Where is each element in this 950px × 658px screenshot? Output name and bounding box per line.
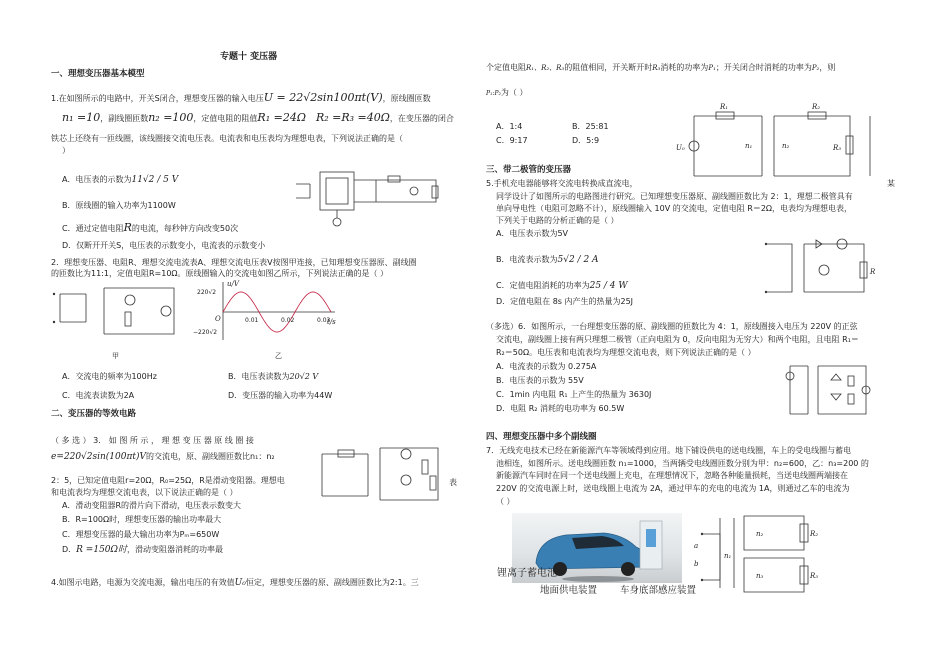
q6-circuit-diagram (786, 360, 876, 420)
q7-line5: （ ） (496, 497, 515, 506)
q2-option-d: D．变压器的输入功率为44W (228, 391, 333, 400)
q1-n2: n₂ =100 (148, 111, 194, 124)
q4-p1: P₁ (708, 64, 716, 72)
q3-line3b: 表 (449, 478, 457, 487)
q3-line3: 2：5，已知定值电阻r=20Ω，R₀=25Ω，R是滑动变阻器。理想电 (51, 476, 285, 485)
q2-graph-y-bottom: −220√2 (193, 329, 218, 336)
q7-fig-r3: R₃ (810, 572, 819, 580)
q1-option-c-text-b: 的电流，每秒钟方向改变50次 (131, 224, 239, 233)
q1-option-b: B．原线圈的输入功率为1100W (62, 201, 176, 210)
q4-text-b: 恒定，理想变压器的原、副线圈匝数比为2:1。三 (245, 578, 419, 587)
q7-fig-b: b (694, 560, 699, 568)
q4-ratio: P₁:P₂ (486, 90, 501, 97)
q6-line1: （多选）6．如图所示，一台理想变压器的原、副线圈的匝数比为 4：1，原线圈接入电压为 220V 的正弦 (486, 322, 858, 331)
q2-fig2-label: 乙 (275, 352, 282, 360)
q1-line3b: ） (62, 146, 70, 155)
q3-circuit-diagram (318, 440, 448, 510)
q2-fig1-label: 甲 (112, 352, 119, 360)
q4-fig-r1: R₁ (720, 103, 729, 111)
page-title: 专题十 变压器 (220, 52, 278, 62)
q2-tick-label: 0.03 (317, 317, 331, 324)
q1-option-a-value: 11√2 / 5 V (131, 175, 179, 185)
q4-text-d: 的阻值相同，开关断开时 (564, 63, 653, 72)
q4-text-i: 为（ ） (500, 88, 528, 97)
q5-option-a: A．电压表示数为5V (496, 229, 569, 238)
q2-option-b-value: 20√2 V (289, 372, 319, 381)
q5-option-c-value: 25 / 4 W (589, 281, 628, 291)
q4-fig-u0: U₀ (676, 144, 685, 152)
q1-text-d: ，定值电阻的阻值 (193, 114, 258, 123)
q4-fig-r2: R₂ (812, 103, 821, 111)
q2-circuit-diagram (46, 282, 186, 360)
q4-r3: R₃ (652, 64, 661, 72)
q4-fig-n2: n₂ (782, 142, 790, 150)
q1-option-c-r: R (123, 221, 132, 234)
q7-fig-n3: n₃ (756, 572, 764, 580)
q4-p2: P₂ (811, 64, 820, 72)
q2-tick-label: 0.01 (245, 317, 259, 324)
q5-line2: 同学设计了如图所示的电路图进行研究。已知理想变压器原、副线圈匝数比为 2：1，理想二极管具有 (496, 192, 853, 201)
q7-fig-n2: n₂ (756, 530, 764, 538)
q7-photo-label-ground: 地面供电装置 (540, 585, 598, 596)
q3-line1: （ 多 选 ） 3． 如 图 所 示 ， 理 想 变 压 器 原 线 圈 接 (51, 436, 254, 445)
q1-line3: 铁芯上还绕有一匝线圈，该线圈接交流电压表。电流表和电压表均为理想电表，下列说法正确的是（ (51, 134, 403, 143)
q2-option-b-text: B．电压表读数为 (228, 372, 290, 381)
q4-text-c: 个定值电阻 (486, 63, 526, 72)
q4-text: 4.如图示电路，电源为交流电源，输出电压的有效值 (51, 578, 235, 587)
q2-waveform-graph (193, 280, 345, 360)
q4-text-g: 消耗的功率为 (763, 63, 812, 72)
q5-option-d: D．定值电阻在 8s 内产生的热量为25J (496, 297, 634, 306)
q2-graph-y-label: u/V (227, 280, 239, 288)
q5-option-b (496, 254, 599, 266)
q6-option-d: D．电阻 R₂ 消耗的电功率为 60.5W (496, 404, 625, 413)
q7-line1: 7．无线充电技术已经在新能源汽车等领域得到应用。地下铺设供电的送电线圈，车上的受电线圈与蓄电 (486, 446, 852, 455)
q1-option-a-text: A．电压表的示数为 (62, 175, 132, 184)
q4-u0: U₀ (234, 578, 246, 588)
q5-option-c (496, 280, 628, 292)
q3-line2 (51, 451, 275, 463)
q6-option-b: B．电压表的示数为 55V (496, 376, 584, 385)
q4-circuit-diagram (676, 103, 880, 186)
q7-photo-label-underbody: 车身底部感应装置 (620, 585, 697, 596)
q4-option-b: B．25:81 (572, 122, 609, 131)
q7-circuit-diagram (694, 508, 824, 592)
q5-option-b-value: 5√2 / 2 A (557, 255, 599, 265)
section-heading-4: 四、理想变压器中多个副线圈 (486, 432, 597, 442)
q6-line3: R₂＝50Ω。电压表和电流表均为理想交流电表，则下列说法正确的是（ ） (496, 348, 756, 357)
q1-r1: R₁ =24Ω (257, 111, 306, 124)
q5-line1: 5.手机充电器能够将交流电转换成直流电， (486, 179, 638, 188)
q1-line2 (62, 111, 454, 126)
q3-line4: 和电流表均为理想交流电表，以下说法正确的是（ ） (51, 488, 238, 497)
q5-line3: 单向导电性（电阻可忽略不计），原线圈输入 10V 的交流电，定值电阻 R＝2Ω，电表均为理想电表， (496, 204, 853, 213)
q5-option-b-text: B．电流表示数为 (496, 255, 558, 264)
q5-fig-r: R (870, 268, 876, 276)
q7-line4: 220V 的交流电源上时，送电线圈上电流为 2A，通过甲车的充电的电流为 1A，则通过乙车的电流为 (496, 484, 850, 493)
q5-line4: 下列关于电路的分析正确的是（ ） (496, 216, 619, 225)
q5-line1b: 某 (887, 179, 895, 188)
q2-graph-origin: O (215, 315, 221, 323)
q3-option-d-eq: R =150Ω时 (76, 545, 127, 555)
q2-tick-label: 0.02 (281, 317, 295, 324)
q2-line2: 的匝数比为11:1，定值电阻R=10Ω。原线圈输入的交流电如图乙所示，下列说法正确的是（ ） (51, 269, 389, 278)
q4-text-h: ，则 (819, 63, 836, 72)
q3-option-d-text: D． (62, 545, 77, 554)
q1-text-e: ，在变压器的闭合 (389, 114, 454, 123)
q4-line3 (486, 88, 527, 99)
q1-option-d: D．仅断开开关S，电压表的示数变小，电流表的示数变小 (62, 241, 266, 250)
q1-r23: R₂ =R₃ =40Ω (315, 111, 390, 124)
q3-option-d (62, 544, 223, 556)
q3-line2-text: 的交流电，原、副线圈匝数比n₁：n₂ (146, 452, 275, 461)
q3-option-c: C．理想变压器的最大输出功率为Pₘ=650W (62, 530, 220, 539)
q6-option-a: A．电流表的示数为 0.275A (496, 362, 597, 371)
section-heading-3: 三、带二极管的变压器 (486, 165, 572, 175)
q2-option-a: A．交流电的频率为100Hz (62, 372, 157, 381)
q6-option-c: C．1min 内电阻 R₁ 上产生的热量为 3630J (496, 390, 652, 399)
q4-line2 (486, 63, 835, 74)
q1-n1: n₁ =10 (62, 111, 101, 124)
q4-text-e: 消耗的功率为 (660, 63, 709, 72)
q1-voltage-equation: U = 22√2sin100πt(V) (263, 91, 383, 104)
q1-circuit-diagram (296, 162, 446, 232)
q1-line1 (51, 91, 431, 106)
q4-fig-r3: R₃ (833, 144, 842, 152)
q7-fig-r2: R₂ (810, 530, 819, 538)
q1-text: 1.在如图所示的电路中，开关S闭合，理想变压器的输入电压 (51, 94, 264, 103)
q3-option-d-text-b: ，滑动变阻器消耗的功率最 (127, 545, 223, 554)
q2-option-c: C．电流表读数为2A (62, 391, 135, 400)
q4-option-c: C．9:17 (496, 136, 528, 145)
q3-source-equation: e=220√2sin(100πt)V (51, 452, 147, 462)
q4-line1 (51, 577, 419, 589)
q2-line1: 2．理想变压器、电阻R、理想交流电流表A、理想交流电压表V按图甲连接，已知理想变压器原、副线圈 (51, 258, 417, 267)
q2-option-b (228, 372, 318, 383)
q4-fig-n1: n₁ (745, 142, 753, 150)
q1-text-c: ，副线圈匝数 (100, 114, 149, 123)
q3-option-a: A．滑动变阻器R的滑片向下滑动，电压表示数变大 (62, 501, 242, 510)
q3-option-b: B．R=100Ω时，理想变压器的输出功率最大 (62, 515, 222, 524)
q4-option-a: A．1:4 (496, 122, 523, 131)
q4-option-d: D．5:9 (572, 136, 600, 145)
q7-line3: 新能源汽车同时在同一个送电线圈上充电，在理想情况下，忽略各种能量损耗，当送电线圈两端接在 (496, 471, 848, 480)
section-heading-1: 一、理想变压器基本模型 (51, 69, 145, 79)
q1-option-c-text: C．通过定值电阻 (62, 224, 124, 233)
q4-text-f: ；开关闭合时 (715, 63, 764, 72)
q5-circuit-diagram (764, 236, 874, 300)
q1-text-b: ，原线圈匝数 (382, 94, 431, 103)
q4-resistors: R₁、R₂、R₃ (526, 64, 565, 72)
q1-option-a (62, 174, 178, 186)
q6-line2: 交流电，副线圈上接有两只理想二极管（正向电阻为 0，反向电阻为无穷大）和两个电阻，且电阻 R₁＝ (496, 335, 859, 344)
section-heading-2: 二、变压器的等效电路 (51, 409, 137, 419)
q2-graph-y-top: 220√2 (197, 289, 217, 296)
q7-photo-label-battery: 锂离子蓄电池 (497, 568, 557, 579)
q7-fig-a: a (694, 542, 699, 550)
q2-graph-x-label: t/s (327, 318, 336, 326)
q7-fig-n1: n₁ (724, 552, 732, 560)
q5-option-c-text: C．定值电阻消耗的功率为 (496, 281, 590, 290)
q1-option-c (62, 221, 238, 236)
q7-line2: 池相连，如图所示。送电线圈匝数 n₁=1000，当两辆受电线圈匝数分别为甲：n₂=600，乙：n₃=200 的 (496, 459, 869, 468)
